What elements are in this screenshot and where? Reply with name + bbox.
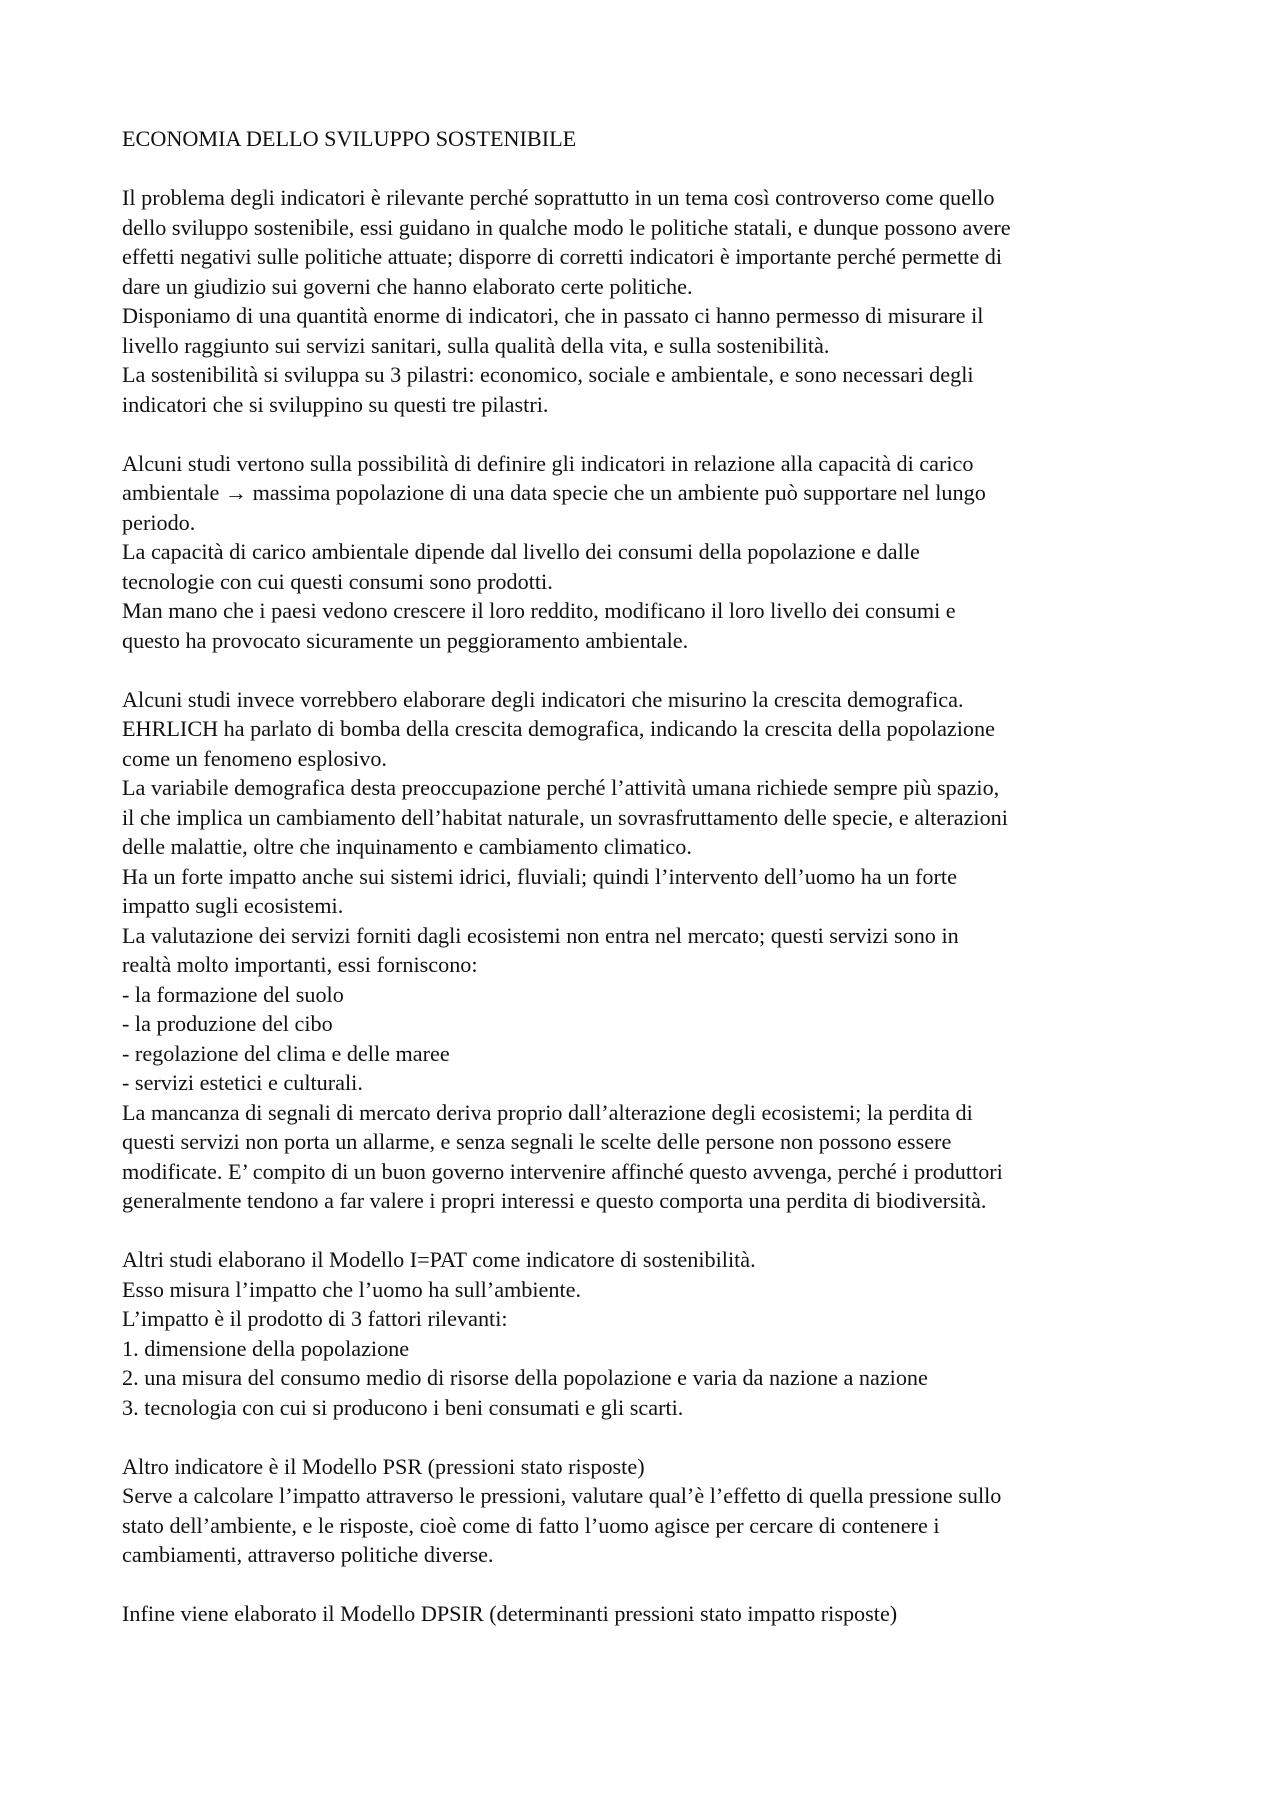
- text-line: stato dell’ambiente, e le risposte, cioè come di fatto l’uomo agisce per cercare di contenere i: [122, 1512, 940, 1538]
- text-line: effetti negativi sulle politiche attuate; disporre di corretti indicatori è importante perché permette di: [122, 244, 1002, 269]
- text-line: livello raggiunto sui servizi sanitari, sulla qualità della vita, e sulla sostenibilità.: [122, 332, 830, 358]
- paragraph-list: [122, 183, 1167, 1629]
- text-line: Serve a calcolare l’impatto attraverso le pressioni, valutare qual’è l’effetto di quella pressione sullo: [122, 1483, 1002, 1508]
- text-line: Ha un forte impatto anche sui sistemi idrici, fluviali; quindi l’intervento dell’uomo ha un forte: [122, 863, 957, 889]
- text-line: realtà molto importanti, essi forniscono:: [122, 952, 478, 977]
- text-line: tecnologie con cui questi consumi sono prodotti.: [122, 568, 553, 594]
- text-line: - regolazione del clima e delle maree: [122, 1040, 450, 1066]
- text-line: questi servizi non porta un allarme, e senza segnali le scelte delle persone non possono essere: [122, 1129, 952, 1154]
- paragraph: [122, 685, 1167, 1216]
- paragraph: [122, 449, 1167, 656]
- text-line: Man mano che i paesi vedono crescere il loro reddito, modificano il loro livello dei consumi e: [122, 598, 956, 623]
- text-line: La mancanza di segnali di mercato deriva proprio dall’alterazione degli ecosistemi; la perdita di: [122, 1099, 973, 1125]
- paragraph-gap: [122, 1570, 1167, 1600]
- paragraph-gap: [122, 655, 1167, 685]
- document-title: ECONOMIA DELLO SVILUPPO SOSTENIBILE: [122, 126, 577, 151]
- text-line: Il problema degli indicatori è rilevante perché soprattutto in un tema così controverso come quello: [122, 185, 995, 210]
- text-line: - la formazione del suolo: [122, 981, 344, 1007]
- text-line: Altri studi elaborano il Modello I=PAT come indicatore di sostenibilità.: [122, 1247, 756, 1272]
- paragraph: [122, 1599, 1167, 1629]
- text-line: La valutazione dei servizi forniti dagli ecosistemi non entra nel mercato; questi servizi sono in: [122, 922, 959, 948]
- text-line: generalmente tendono a far valere i propri interessi e questo comporta una perdita di biodiversità.: [122, 1188, 987, 1213]
- text-line: indicatori che si sviluppino su questi tre pilastri.: [122, 391, 549, 417]
- text-line: Alcuni studi invece vorrebbero elaborare degli indicatori che misurino la crescita demografica.: [122, 686, 964, 712]
- paragraph: [122, 183, 1167, 419]
- text-line: Esso misura l’impatto che l’uomo ha sull’ambiente.: [122, 1276, 582, 1302]
- text-line: 3. tecnologia con cui si producono i beni consumati e gli scarti.: [122, 1394, 684, 1420]
- text-line: La variabile demografica desta preoccupazione perché l’attività umana richiede sempre più spazio,: [122, 775, 1000, 800]
- text-line: come un fenomeno esplosivo.: [122, 745, 387, 771]
- text-line: 2. una misura del consumo medio di risorse della popolazione e varia da nazione a nazione: [122, 1365, 928, 1390]
- text-line: - servizi estetici e culturali.: [122, 1070, 363, 1095]
- text-line: Altro indicatore è il Modello PSR (pressioni stato risposte): [122, 1453, 645, 1479]
- text-line: EHRLICH ha parlato di bomba della crescita demografica, indicando la crescita della popolazione: [122, 716, 995, 741]
- text-line: La sostenibilità si sviluppa su 3 pilastri: economico, sociale e ambientale, e sono necessari degli: [122, 362, 974, 387]
- text-line: dare un giudizio sui governi che hanno elaborato certe politiche.: [122, 273, 693, 299]
- text-line: il che implica un cambiamento dell’habitat naturale, un sovrasfruttamento delle specie, e alterazioni: [122, 804, 1008, 830]
- paragraph-gap: [122, 419, 1167, 449]
- text-line: cambiamenti, attraverso politiche diverse.: [122, 1542, 494, 1567]
- text-line: ambientale → massima popolazione di una data specie che un ambiente può supportare nel lungo: [122, 480, 986, 505]
- paragraph-gap: [122, 1216, 1167, 1246]
- text-line: Disponiamo di una quantità enorme di indicatori, che in passato ci hanno permesso di misurare il: [122, 303, 984, 328]
- text-line: modificate. E’ compito di un buon governo intervenire affinché questo avvenga, perché i produttori: [122, 1158, 1003, 1184]
- text-line: La capacità di carico ambientale dipende dal livello dei consumi della popolazione e dalle: [122, 539, 920, 564]
- text-line: delle malattie, oltre che inquinamento e cambiamento climatico.: [122, 834, 692, 859]
- text-line: impatto sugli ecosistemi.: [122, 893, 344, 918]
- text-line: 1. dimensione della popolazione: [122, 1335, 410, 1361]
- paragraph-gap: [122, 154, 1167, 184]
- paragraph: [122, 1245, 1167, 1422]
- text-line: periodo.: [122, 509, 196, 535]
- text-line: dello sviluppo sostenibile, essi guidano in qualche modo le politiche statali, e dunque possono avere: [122, 214, 1011, 240]
- paragraph-gap: [122, 1422, 1167, 1452]
- text-line: L’impatto è il prodotto di 3 fattori rilevanti:: [122, 1306, 508, 1331]
- text-line: Alcuni studi vertono sulla possibilità di definire gli indicatori in relazione alla capacità di carico: [122, 450, 974, 476]
- text-line: - la produzione del cibo: [122, 1011, 333, 1036]
- text-line: questo ha provocato sicuramente un peggioramento ambientale.: [122, 627, 689, 653]
- paragraph: [122, 1452, 1167, 1570]
- document-body: [122, 124, 1167, 1629]
- text-line: Infine viene elaborato il Modello DPSIR (determinanti pressioni stato impatto risposte): [122, 1601, 898, 1626]
